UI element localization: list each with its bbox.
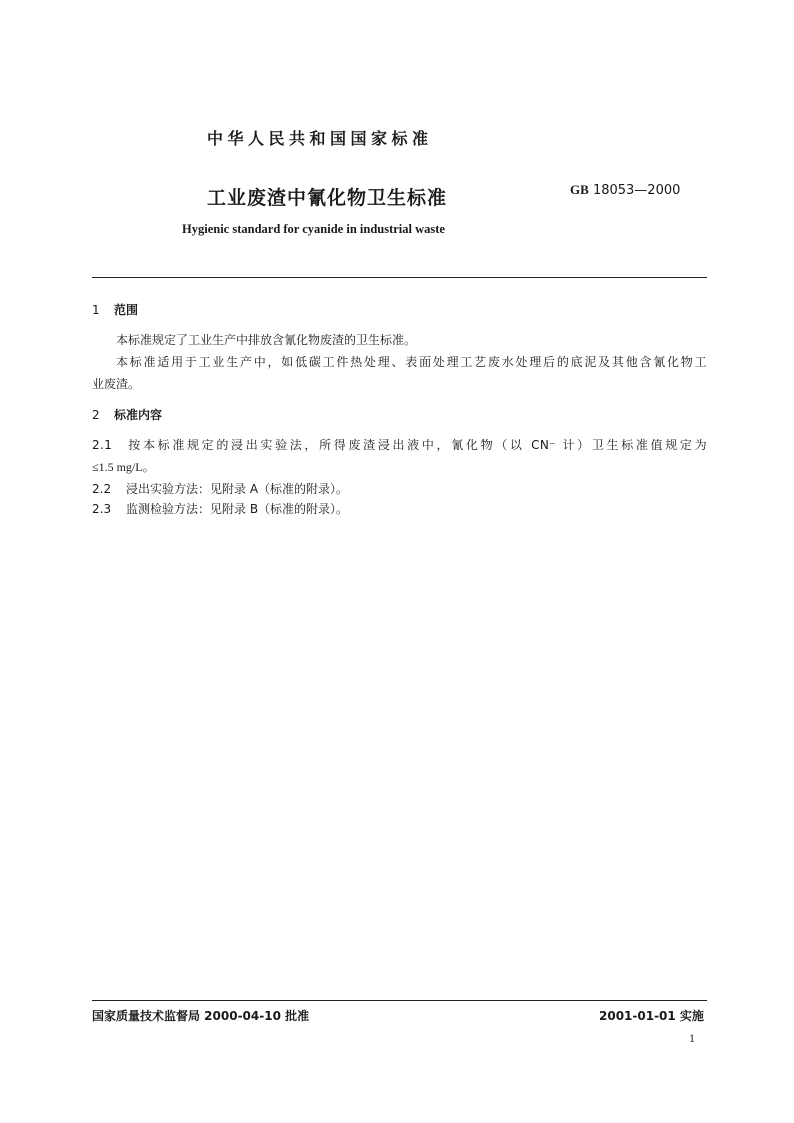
standard-code-prefix: GB (570, 182, 589, 197)
section-title: 标准内容 (114, 408, 163, 422)
section-title: 范围 (114, 303, 139, 317)
page-number: 1 (689, 1031, 695, 1045)
clause-2-1-line2: ≤1.5 mg/L。 (92, 460, 155, 474)
clause-2-3 (92, 500, 348, 517)
standard-title-en: Hygienic standard for cyanide in industrial waste (182, 222, 445, 236)
section-number: 1 (92, 303, 100, 317)
approval-date: 国家质量技术监督局 2000-04-10 批准 (92, 1009, 310, 1023)
clause-2-2 (92, 480, 348, 497)
section-heading-content (92, 406, 162, 423)
scope-paragraph-2-line1: 本标准适用于工业生产中，如低碳工件热处理、表面处理工艺废水处理后的底泥及其他含氰化物工 (116, 355, 707, 369)
section-heading-scope (92, 301, 138, 318)
footer-divider (92, 1000, 707, 1001)
effective-date: 2001-01-01 实施 (599, 1009, 704, 1023)
clause-number: 2.1 (92, 438, 113, 452)
section-number: 2 (92, 408, 100, 422)
national-standard-label: 中华人民共和国国家标准 (207, 129, 433, 148)
header-divider (92, 277, 707, 278)
scope-paragraph-1: 本标准规定了工业生产中排放含氰化物废渣的卫生标准。 (116, 333, 417, 347)
standard-title-cn: 工业废渣中氰化物卫生标准 (207, 187, 448, 209)
standard-code (570, 182, 680, 198)
clause-text: 按本标准规定的浸出实验法，所得废渣浸出液中，氰化物（以 CN⁻ 计）卫生标准值规定为 (126, 438, 707, 452)
clause-number: 2.2 (92, 482, 112, 496)
clause-number: 2.3 (92, 502, 112, 516)
clause-text: 监测检验方法：见附录 B（标准的附录）。 (126, 502, 349, 516)
clause-text: 浸出实验方法：见附录 A（标准的附录）。 (126, 482, 349, 496)
clause-2-1-line1 (92, 434, 707, 456)
scope-paragraph-2-line2: 业废渣。 (92, 377, 141, 391)
standard-code-number: 18053—2000 (592, 183, 681, 198)
